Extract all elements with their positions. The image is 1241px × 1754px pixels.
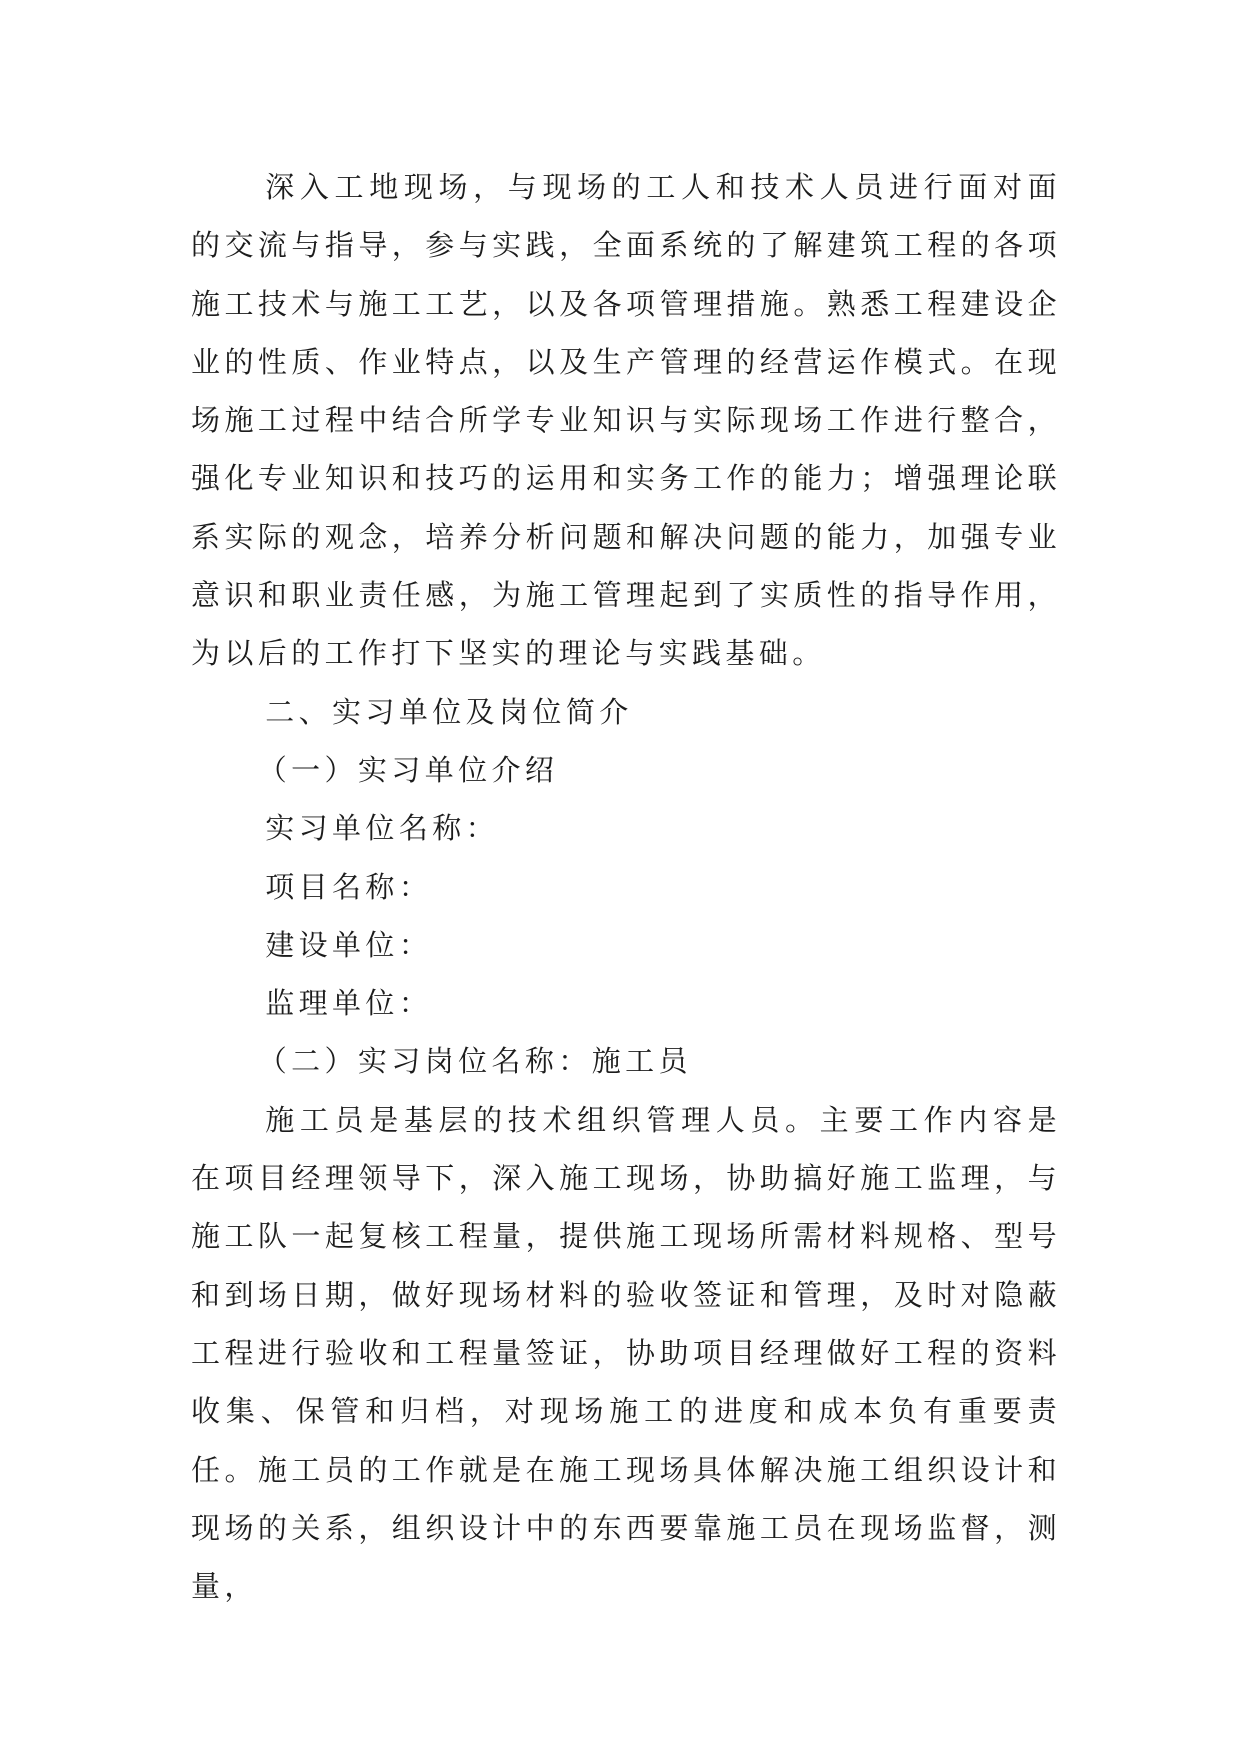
field-construction-unit: 建设单位： [265, 927, 433, 962]
subsection-heading-position-name: （二）实习岗位名称：施工员 [257, 1044, 692, 1079]
paragraph-position-description: 施工员是基层的技术组织管理人员。主要工作内容是在项目经理领导下，深入施工现场，协助搞好施工监理，与施工队一起复核工程量，提供施工现场所需材料规格、型号和到场日期，做好现场材料的验收签证和管理，及时对隐蔽工程进行验收和工程量签证，协助项目经理做好工程的资料收集、保管和归档，对现场施工的进度和成本负有重要责任。施工员的工作就是在施工现场具体解决施工组织设计和现场的关系，组织设计中的东西要靠施工员在现场监督，测量， [191, 1102, 1061, 1604]
field-supervision-unit: 监理单位： [265, 986, 433, 1021]
paragraph-internship-purpose: 深入工地现场，与现场的工人和技术人员进行面对面的交流与指导，参与实践，全面系统的了解建筑工程的各项施工技术与施工工艺，以及各项管理措施。熟悉工程建设企业的性质、作业特点，以及生产管理的经营运作模式。在现场施工过程中结合所学专业知识与实际现场工作进行整合，强化专业知识和技巧的运用和实务工作的能力；增强理论联系实际的观念，培养分析问题和解决问题的能力，加强专业意识和职业责任感，为施工管理起到了实质性的指导作用，为以后的工作打下坚实的理论与实践基础。 [191, 170, 1061, 671]
field-company-name: 实习单位名称： [265, 811, 500, 846]
field-project-name: 项目名称： [265, 869, 433, 904]
document-body [191, 158, 1061, 1615]
section-heading-company-and-position: 二、实习单位及岗位简介 [265, 694, 633, 729]
subsection-heading-company-intro: （一）实习单位介绍 [257, 752, 559, 787]
